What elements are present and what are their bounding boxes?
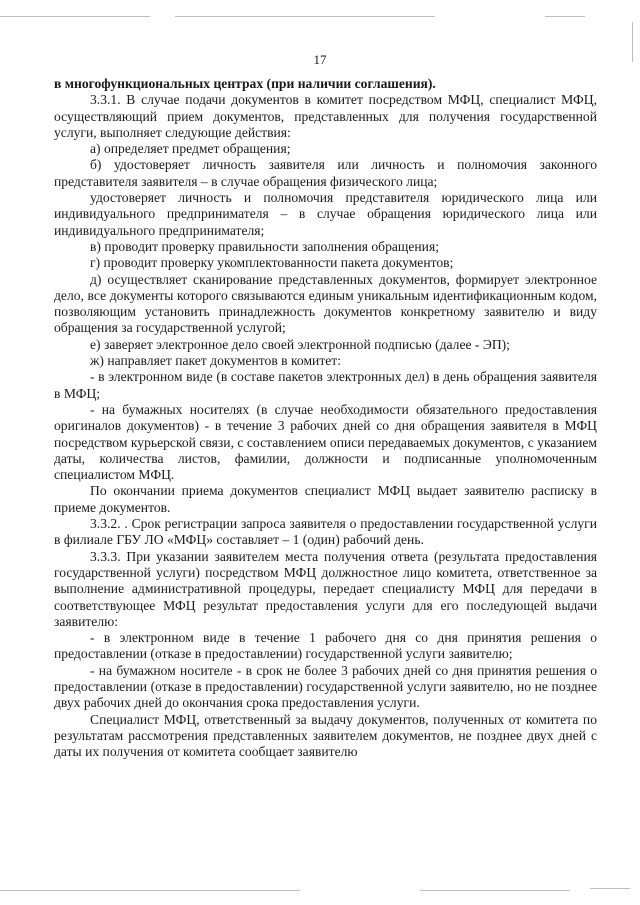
paragraph: г) проводит проверку укомплектованности пакета документов;	[90, 255, 454, 271]
paragraph: - в электронном виде в течение 1 рабочего дня со дня принятия решения о предоставлении (отказе в предоставлении) государственной услуги заявителю;	[54, 630, 597, 662]
document-body	[54, 76, 597, 760]
paragraph: По окончании приема документов специалист МФЦ выдает заявителю расписку в приеме документов.	[54, 483, 597, 515]
scan-edge-bottom	[0, 890, 300, 891]
paragraph: - на бумажном носителе - в срок не более 3 рабочих дней со дня принятия решения о предоставлении (отказе в предоставлении) государственной услуги заявителю, но не позднее двух рабочих дней до окончания срока предоставления услуги.	[54, 662, 597, 711]
paragraph: в) проводит проверку правильности заполнения обращения;	[90, 238, 439, 254]
scan-edge-top	[0, 16, 150, 17]
paragraph: 3.3.1. В случае подачи документов в комитет посредством МФЦ, специалист МФЦ, осуществляющий прием документов, представленных для получения государственной услуги, выполняет следующие действия:	[54, 92, 597, 140]
scan-edge-top	[175, 16, 435, 17]
paragraph: - в электронном виде (в составе пакетов электронных дел) в день обращения заявителя в МФЦ;	[54, 369, 597, 401]
scan-edge-top	[545, 16, 585, 17]
paragraph: Специалист МФЦ, ответственный за выдачу документов, полученных от комитета по результатам рассмотрения представленных заявителем документов, не позднее двух дней с даты их получения от комитета сообщает заявителю	[54, 711, 597, 760]
paragraph: удостоверяет личность и полномочия представителя юридического лица или индивидуального предпринимателя – в случае обращения юридического лица или индивидуального предпринимателя;	[54, 190, 597, 238]
paragraph: е) заверяет электронное дело своей электронной подписью (далее - ЭП);	[90, 336, 510, 352]
paragraph: а) определяет предмет обращения;	[90, 141, 291, 157]
paragraph: д) осуществляет сканирование представленных документов, формирует электронное дело, все документы которого связываются единым уникальным идентификационным кодом, позволяющим установить принадлежность документов конкретному заявителю и виду обращения за государственной услугой;	[54, 271, 597, 336]
paragraph: ж) направляет пакет документов в комитет:	[90, 353, 342, 369]
section-heading: в многофункциональных центрах (при наличии соглашения).	[54, 76, 436, 91]
scan-edge-bottom	[590, 888, 630, 889]
scan-edge-bottom	[420, 890, 570, 891]
paragraph: б) удостоверяет личность заявителя или личность и полномочия законного представителя заявителя – в случае обращения физического лица;	[54, 157, 597, 189]
page-number: 17	[313, 52, 327, 67]
paragraph: 3.3.3. При указании заявителем места получения ответа (результата предоставления государственной услуги) посредством МФЦ должностное лицо комитета, ответственное за выполнение административной процедуры, передает специалисту МФЦ для передачи в соответствующее МФЦ результат предоставления услуги для его последующей выдачи заявителю:	[54, 548, 597, 629]
paragraph: - на бумажных носителях (в случае необходимости обязательного предоставления оригиналов документов) - в течение 3 рабочих дней со дня обращения заявителя в МФЦ посредством курьерской связи, с составлением описи передаваемых документов, с указанием даты, количества листов, фамилии, должности и подписанные уполномоченным специалистом МФЦ.	[54, 401, 597, 483]
paragraph: 3.3.2. . Срок регистрации запроса заявителя о предоставлении государственной услуги в филиале ГБУ ЛО «МФЦ» составляет – 1 (один) рабочий день.	[54, 516, 597, 548]
